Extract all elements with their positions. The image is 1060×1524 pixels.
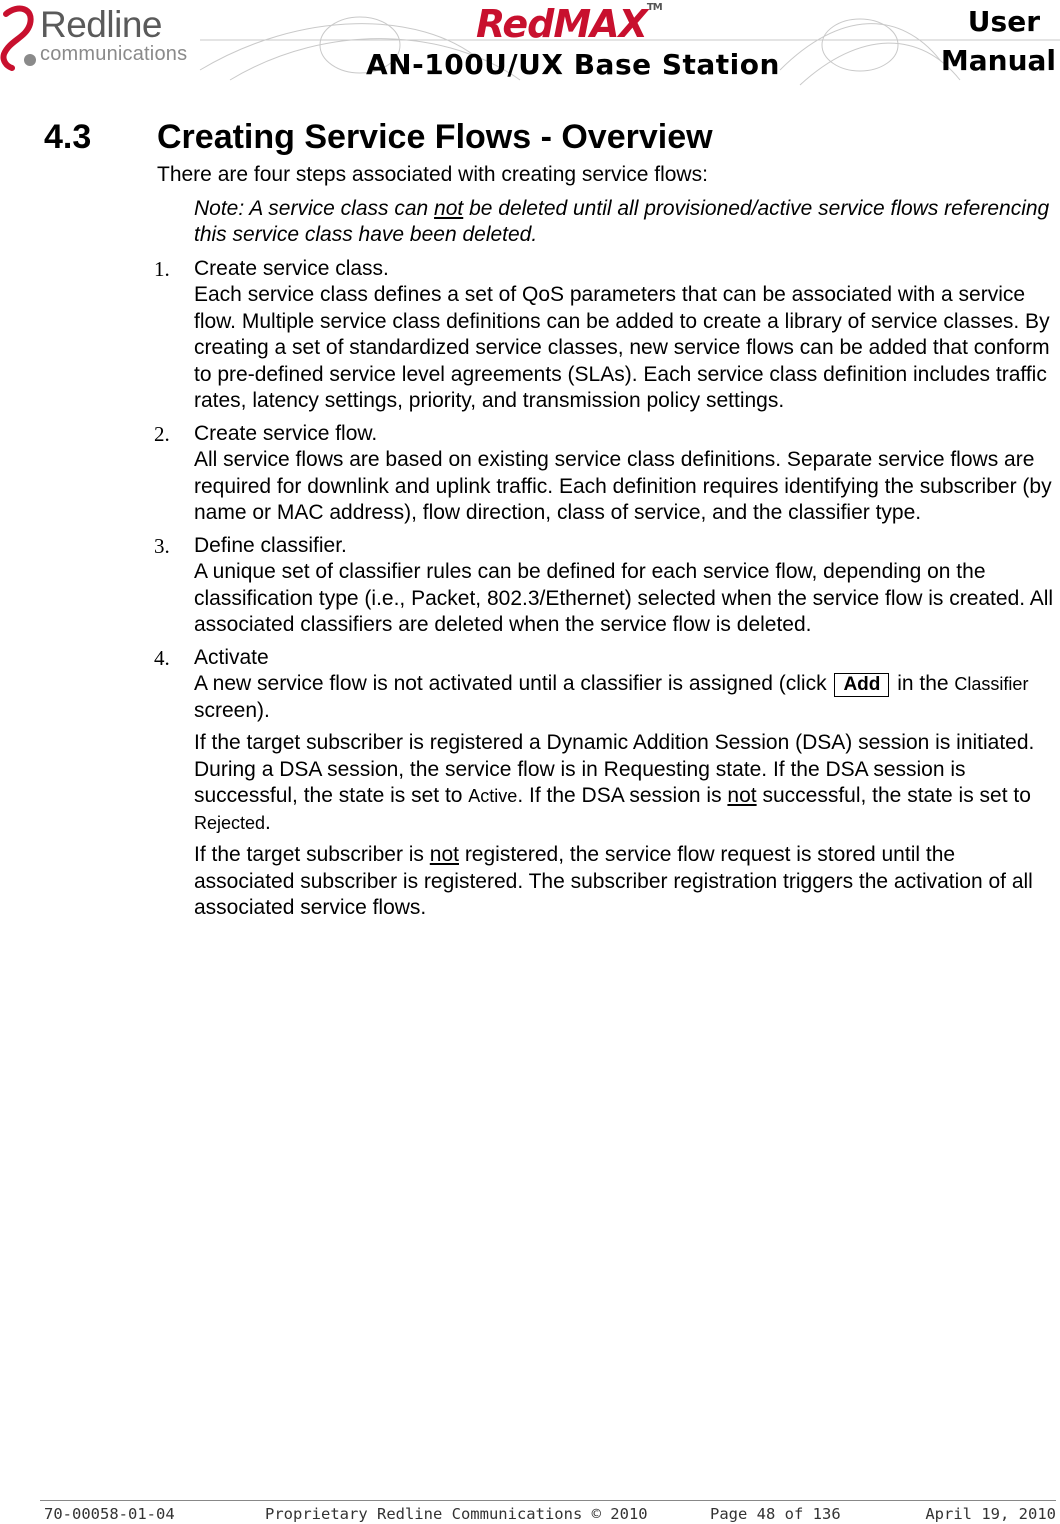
intro-paragraph: There are four steps associated with creating service flows:	[157, 163, 708, 186]
footer-copyright: Proprietary Redline Communications © 2010	[265, 1505, 648, 1523]
step-number: 2.	[154, 421, 170, 446]
section-title: Creating Service Flows - Overview	[157, 118, 713, 156]
state-rejected: Rejected	[194, 812, 266, 833]
footer-divider	[40, 1500, 1056, 1501]
step-number: 3.	[154, 533, 170, 558]
product-brand	[476, 2, 662, 46]
text-run: If the target subscriber is	[194, 843, 430, 866]
step-item	[154, 645, 1057, 922]
emphasis-not: not	[727, 784, 757, 807]
text-run: A new service flow is not activated until a classifier is assigned (click	[194, 672, 833, 695]
step-body: Each service class defines a set of QoS parameters that can be associated with a service flow. Multiple service class definitions can be added to create a library of service classes. By creating a set of standardized service classes, new service flows can be added that conform to pre-defined service level agreements (SLAs). Each service class definition includes traffic rates, latency settings, priority, and transmission policy settings.	[194, 283, 1050, 412]
step-number: 1.	[154, 256, 170, 281]
emphasis-not: not	[429, 843, 459, 866]
classifier-screen-name: Classifier	[954, 674, 1029, 694]
redline-logo-icon	[0, 2, 42, 72]
step-item	[154, 533, 1057, 639]
trademark: TM	[646, 2, 662, 13]
section-number: 4.3	[44, 118, 92, 156]
activate-paragraph-2	[194, 730, 1057, 836]
note-text-pre: Note: A service class can	[194, 196, 435, 220]
step-title: Activate	[194, 645, 269, 669]
text-run: If the target subscriber is registered a Dynamic Addition Session (DSA) session is initiated. During a DSA session, the service flow is in Requesting state. If the DSA session is successful, the state is set to	[194, 731, 1035, 807]
step-body: A unique set of classifier rules can be defined for each service flow, depending on the classification type (i.e., Packet, 802.3/Ethernet) selected when the service flow is created. All associated classifiers are deleted when the service flow is deleted.	[194, 560, 1054, 636]
company-subtitle: communications	[40, 43, 188, 65]
brand-max: MAX	[553, 2, 647, 46]
page-header	[0, 0, 1060, 90]
text-run: registered, the service flow request is stored until the associated subscriber is registered. The subscriber registration triggers the activation of all associated service flows.	[194, 843, 1033, 919]
step-title: Define classifier.	[194, 533, 347, 557]
section-content	[154, 162, 1057, 928]
step-item	[154, 256, 1057, 415]
doc-type-line1: User	[967, 5, 1040, 38]
step-body: All service flows are based on existing service class definitions. Separate service flows are required for downlink and uplink traffic. Each definition requires identifying the subscriber (by name or MAC address), flow direction, class of service, and the classifier type.	[194, 448, 1052, 524]
note-paragraph	[194, 196, 1057, 249]
footer-page-number: Page 48 of 136	[710, 1505, 841, 1523]
brand-red: Red	[476, 2, 554, 46]
step-number: 4.	[154, 645, 170, 670]
step-item	[154, 421, 1057, 527]
step-title: Create service flow.	[194, 421, 378, 445]
company-name: Redline	[40, 4, 162, 45]
footer-doc-number: 70-00058-01-04	[44, 1505, 175, 1523]
state-active: Active	[468, 786, 518, 806]
activate-paragraph-3	[194, 842, 1057, 922]
doc-type-line2: Manual	[940, 44, 1056, 77]
note-text-post: be deleted until all provisioned/active service flows referencing this service class have been deleted.	[194, 196, 1050, 246]
text-run: in the	[891, 672, 955, 695]
activate-paragraph-1	[194, 671, 1057, 724]
text-run: . If the DSA session is	[517, 784, 728, 807]
add-button-reference: Add	[834, 673, 889, 697]
step-title: Create service class.	[194, 256, 389, 280]
footer-date: April 19, 2010	[925, 1505, 1056, 1523]
text-run: screen).	[194, 698, 270, 722]
text-run: .	[265, 810, 271, 834]
note-emphasis: not	[434, 196, 464, 220]
text-run: successful, the state is set to	[756, 784, 1031, 807]
product-name: AN-100U/UX Base Station	[366, 48, 780, 81]
